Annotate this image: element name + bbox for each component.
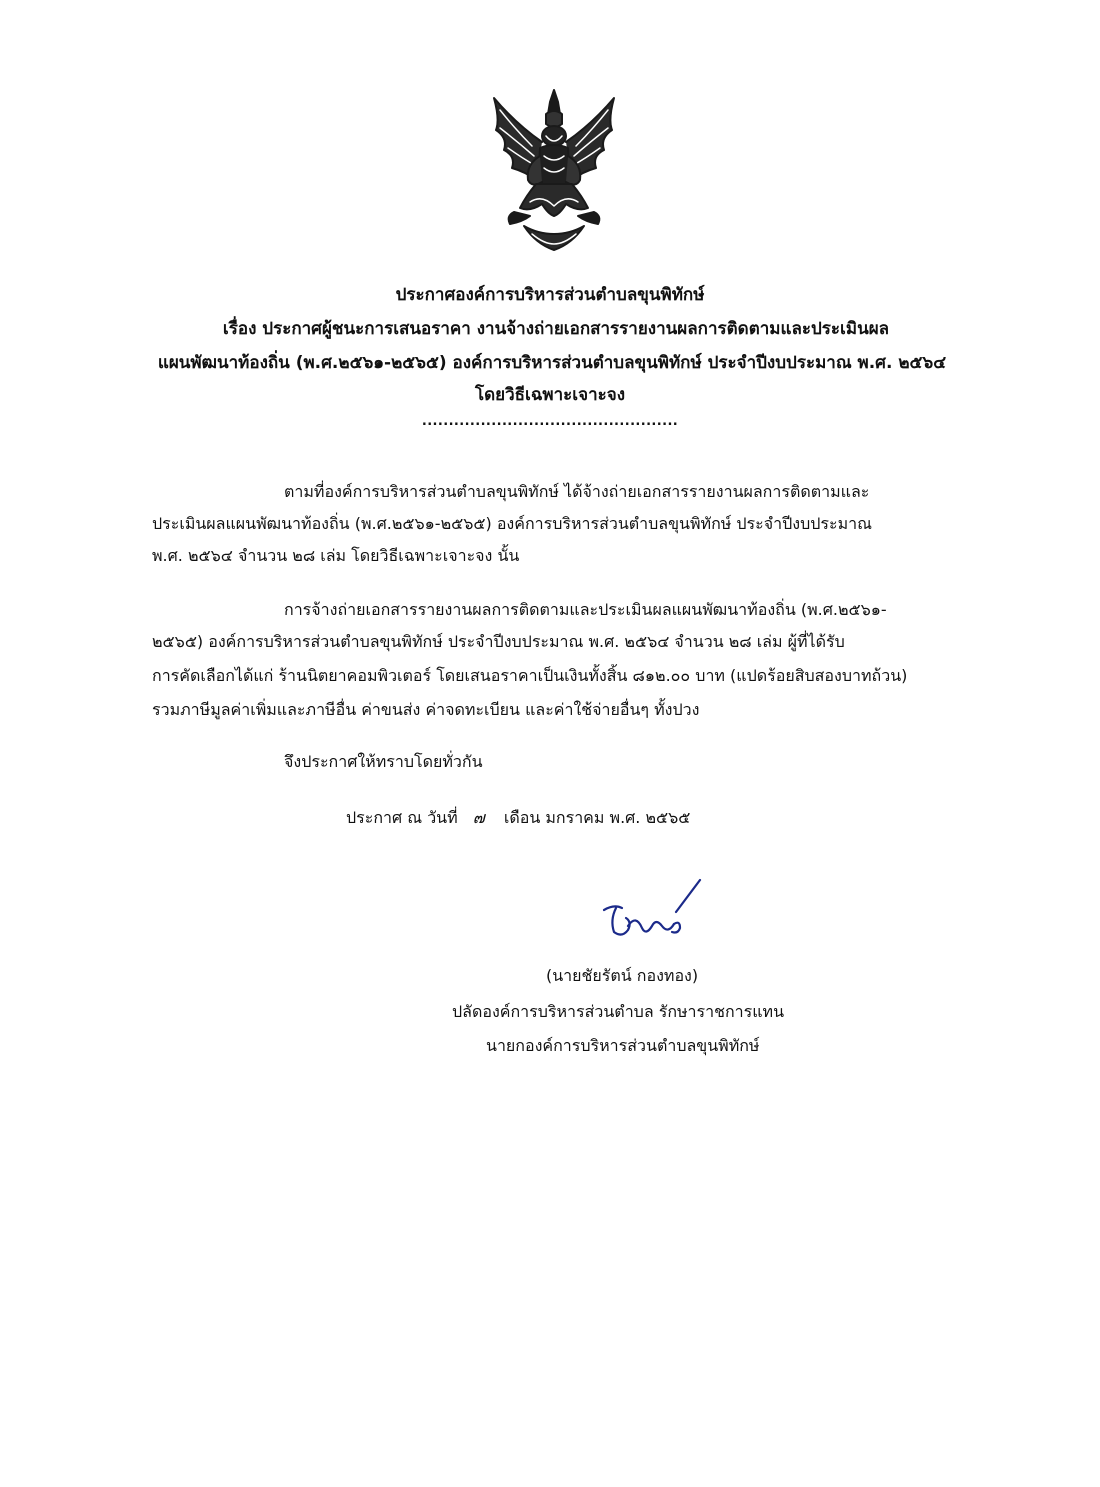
announcement-title: ประกาศองค์การบริหารส่วนตำบลขุนพิทักษ์ (395, 285, 705, 305)
header-divider: ................................................ (421, 414, 679, 429)
date-prefix: ประกาศ ณ วันที่ (346, 808, 458, 827)
date-day: ๗ (472, 808, 485, 827)
announcement-date (346, 806, 690, 830)
paragraph1-line3: พ.ศ. ๒๕๖๔ จำนวน ๒๘ เล่ม โดยวิธีเฉพาะเจาะจง นั้น (152, 546, 520, 565)
subject-line: เรื่อง ประกาศผู้ชนะการเสนอราคา งานจ้างถ่ายเอกสารรายงานผลการติดตามและประเมินผล (222, 319, 890, 339)
signatory-position: ปลัดองค์การบริหารส่วนตำบล รักษาราชการแทน (452, 1002, 785, 1021)
paragraph1-line2: ประเมินผลแผนพัฒนาท้องถิ่น (พ.ศ.๒๕๖๑-๒๕๖๕) องค์การบริหารส่วนตำบลขุนพิทักษ์ ประจำปีงบประมาณ (152, 514, 872, 533)
signatory-name: (นายชัยรัตน์ กองทอง) (546, 966, 699, 985)
paragraph2-line4: รวมภาษีมูลค่าเพิ่มและภาษีอื่น ค่าขนส่ง ค่าจดทะเบียน และค่าใช้จ่ายอื่นๆ ทั้งปวง (152, 700, 700, 719)
date-month-year: เดือน มกราคม พ.ศ. ๒๕๖๕ (503, 808, 691, 827)
signatory-acting-position: นายกองค์การบริหารส่วนตำบลขุนพิทักษ์ (486, 1036, 760, 1055)
paragraph2-line2: ๒๕๖๕) องค์การบริหารส่วนตำบลขุนพิทักษ์ ประจำปีงบประมาณ พ.ศ. ๒๕๖๔ จำนวน ๒๘ เล่ม ผู้ที่ได้รับ (152, 632, 845, 651)
closing-statement: จึงประกาศให้ทราบโดยทั่วกัน (284, 752, 483, 771)
subject-line-continued: แผนพัฒนาท้องถิ่น (พ.ศ.๒๕๖๑-๒๕๖๕) องค์การบริหารส่วนตำบลขุนพิทักษ์ ประจำปีงบประมาณ พ.ศ. ๒๕๖๔ (157, 353, 947, 373)
garuda-emblem-icon (486, 84, 622, 256)
handwritten-signature-icon (596, 876, 708, 948)
paragraph2-line1: การจ้างถ่ายเอกสารรายงานผลการติดตามและประเมินผลแผนพัฒนาท้องถิ่น (พ.ศ.๒๕๖๑- (284, 600, 887, 619)
procurement-method: โดยวิธีเฉพาะเจาะจง (474, 385, 626, 405)
paragraph1-line1: ตามที่องค์การบริหารส่วนตำบลขุนพิทักษ์ ได้จ้างถ่ายเอกสารรายงานผลการติดตามและ (284, 482, 870, 501)
paragraph2-line3: การคัดเลือกได้แก่ ร้านนิตยาคอมพิวเตอร์ โดยเสนอราคาเป็นเงินทั้งสิ้น ๘๑๒.๐๐ บาท (แปดร้อยสิบสองบาทถ้วน) (152, 666, 908, 685)
